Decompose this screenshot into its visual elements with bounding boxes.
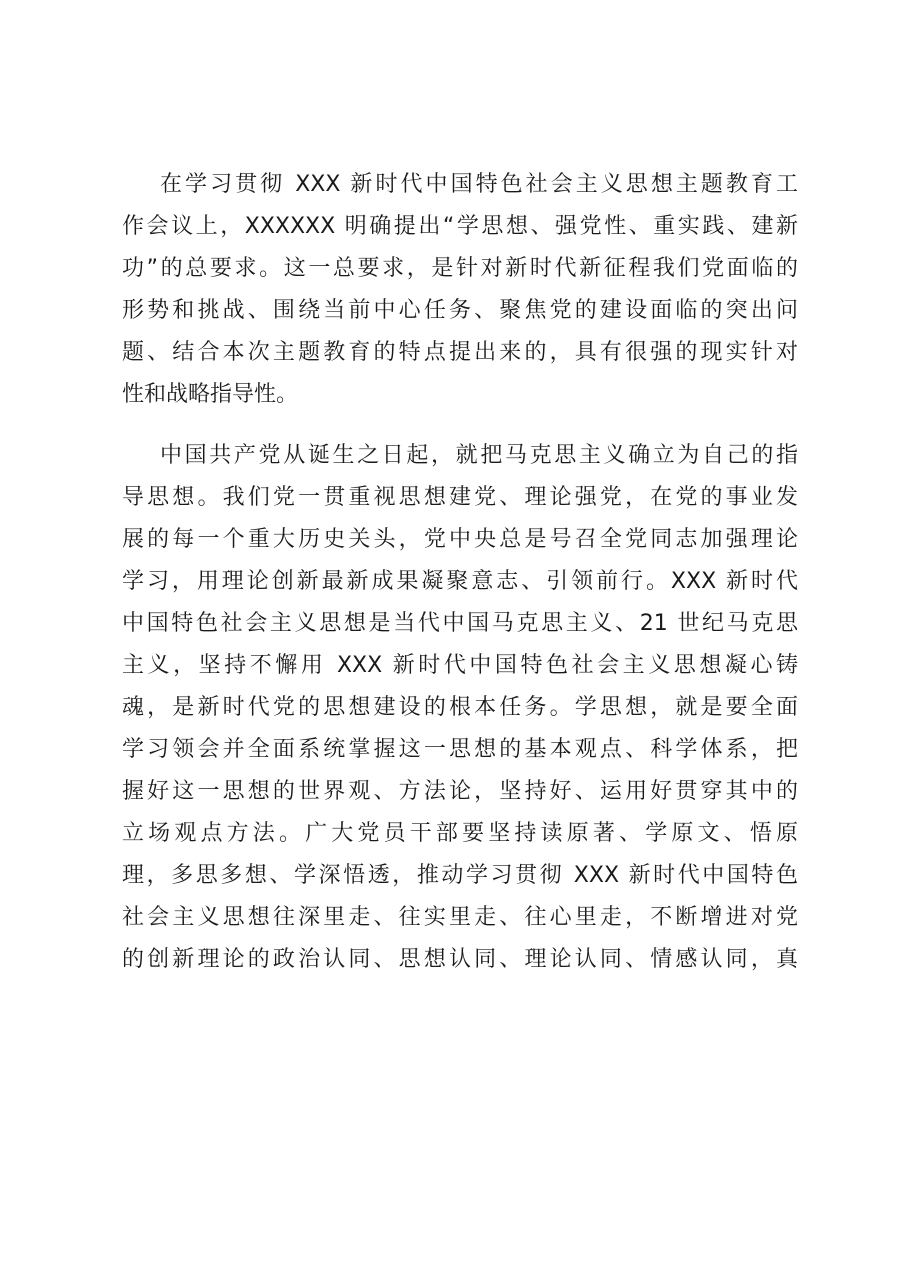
- paragraph-2: [122, 435, 798, 981]
- text-line: 形势和挑战、围绕当前中心任务、聚焦党的建设面临的突出问: [122, 298, 798, 323]
- document-body: [122, 164, 798, 981]
- text-line: 中国共产党从诞生之日起，就把马克思主义确立为自己的指: [160, 443, 798, 468]
- text-line: 中国特色社会主义思想是当代中国马克思主义、21 世纪马克思: [122, 611, 798, 636]
- text-line: 性和战略指导性。: [122, 382, 299, 407]
- text-line: 主义，坚持不懈用 XXX 新时代中国特色社会主义思想凝心铸: [122, 653, 798, 678]
- text-line: 导思想。我们党一贯重视思想建党、理论强党，在党的事业发: [122, 485, 798, 510]
- text-line: 题、结合本次主题教育的特点提出来的，具有很强的现实针对: [122, 340, 798, 365]
- text-line: 的创新理论的政治认同、思想认同、理论认同、情感认同，真: [122, 947, 798, 972]
- text-line: 魂，是新时代党的思想建设的根本任务。学思想，就是要全面: [122, 695, 798, 720]
- text-line: 作会议上，XXXXXX 明确提出“学思想、强党性、重实践、建新: [122, 214, 798, 239]
- text-line: 功”的总要求。这一总要求，是针对新时代新征程我们党面临的: [122, 256, 798, 281]
- text-line: 学习，用理论创新最新成果凝聚意志、引领前行。XXX 新时代: [122, 569, 798, 594]
- text-line: 在学习贯彻 XXX 新时代中国特色社会主义思想主题教育工: [160, 172, 798, 197]
- text-line: 学习领会并全面系统掌握这一思想的基本观点、科学体系，把: [122, 737, 798, 762]
- text-line: 展的每一个重大历史关头，党中央总是号召全党同志加强理论: [122, 527, 798, 552]
- paragraph-1: [122, 164, 798, 416]
- text-line: 理，多思多想、学深悟透，推动学习贯彻 XXX 新时代中国特色: [122, 863, 798, 888]
- text-line: 握好这一思想的世界观、方法论，坚持好、运用好贯穿其中的: [122, 779, 798, 804]
- text-line: 立场观点方法。广大党员干部要坚持读原著、学原文、悟原: [122, 821, 798, 846]
- text-line: 社会主义思想往深里走、往实里走、往心里走，不断增进对党: [122, 905, 798, 930]
